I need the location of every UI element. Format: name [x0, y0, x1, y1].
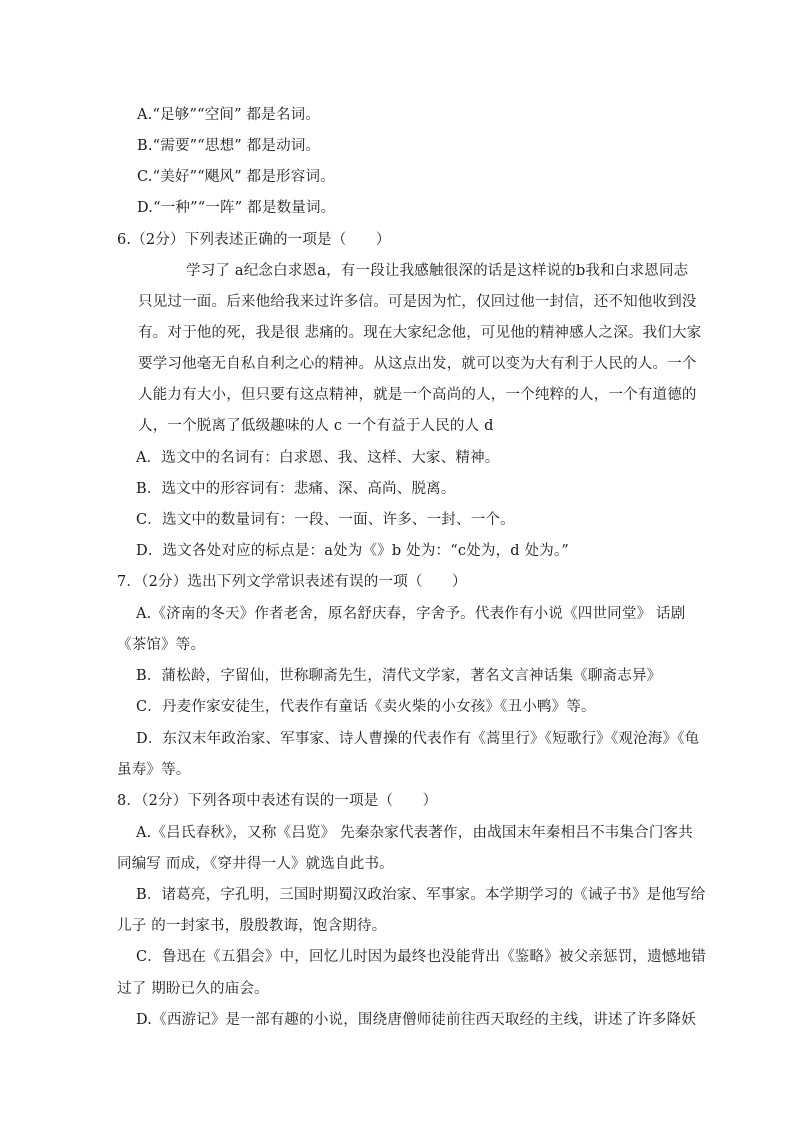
question-8-title: 8．（2分）下列各项中表述有误的一项是（ ） [117, 793, 438, 809]
question-6-title: 6.（2分）下列表述正确的一项是（ ） [117, 232, 391, 248]
q6-option-b: B．选文中的形容词有：悲痛、深、高尚、脱离。 [136, 481, 456, 497]
q7-option-a-cont: 《茶馆》等。 [117, 637, 206, 653]
q7-option-a: A.《济南的冬天》作者老舍，原名舒庆春，字舍予。代表作有小说《四世同堂》 话剧 [136, 606, 686, 622]
q5-option-d: D.“一种”“一阵” 都是数量词。 [137, 200, 336, 216]
q8-option-b-cont: 儿子 的一封家书，殷殷教诲，饱含期待。 [117, 918, 387, 934]
q6-option-a: A．选文中的名词有：白求恩、我、这样、大家、精神。 [136, 450, 500, 466]
q8-option-c: C．鲁迅在《五猖会》中，回忆儿时因为最终也没能背出《鉴略》被父亲惩罚，遗憾地错 [136, 949, 706, 965]
passage-line: 有。对于他的死，我是很 悲痛的。现在大家纪念他，可见他的精神感人之深。我们大家 [138, 325, 702, 341]
passage-line: 人能力有大小，但只要有这点精神，就是一个高尚的人，一个纯粹的人，一个有道德的 [138, 387, 697, 403]
passage-line: 学习了 a纪念白求恩a，有一段让我感触很深的话是这样说的b我和白求恩同志 [186, 263, 689, 279]
question-7-title: 7．（2分）选出下列文学常识表述有误的一项（ ） [117, 574, 467, 590]
q7-option-d-cont: 虽寿》等。 [117, 762, 191, 778]
q5-option-c: C.“美好”“飓风” 都是形容词。 [137, 169, 335, 185]
passage-line: 人，一个脱离了低级趣味的人 c 一个有益于人民的人 d [138, 418, 494, 434]
q8-option-b: B．诸葛亮，字孔明，三国时期蜀汉政治家、军事家。本学期学习的《诫子书》是他写给 [136, 887, 706, 903]
q8-option-a: A.《吕氏春秋》，又称《吕览》 先秦杂家代表著作，由战国末年秦相吕不韦集合门客共 [136, 825, 693, 841]
q7-option-c: C．丹麦作家安徒生，代表作有童话《卖火柴的小女孩》《丑小鸭》等。 [136, 699, 596, 715]
q6-option-c: C．选文中的数量词有：一段、一面、许多、一封、一个。 [136, 512, 515, 528]
q6-option-d: D．选文各处对应的标点是：a处为《》b 处为：“c处为，d 处为。” [136, 543, 570, 559]
q7-option-b: B．蒲松龄，字留仙，世称聊斋先生，清代文学家，著名文言神话集《聊斋志异》 [136, 668, 662, 684]
q7-option-d: D．东汉末年政治家、军事家、诗人曹操的代表作有《蒿里行》《短歌行》《观沧海》《龟 [136, 731, 700, 747]
passage-line: 要学习他毫无自私自利之心的精神。从这点出发，就可以变为大有利于人民的人。一个 [138, 356, 697, 372]
q5-option-a: A.“足够”“空间” 都是名词。 [137, 107, 321, 123]
q8-option-a-cont: 同编写 而成，《穿井得一人》就选自此书。 [117, 856, 394, 872]
q5-option-b: B.“需要”“思想” 都是动词。 [137, 138, 321, 154]
q8-option-d: D.《西游记》是一部有趣的小说，围绕唐僧师徒前往西天取经的主线，讲述了许多降妖 [136, 1012, 697, 1028]
q8-option-c-cont: 过了 期盼已久的庙会。 [117, 981, 269, 997]
passage-line: 只见过一面。后来他给我来过许多信。可是因为忙，仅回过他一封信，还不知他收到没 [138, 294, 697, 310]
